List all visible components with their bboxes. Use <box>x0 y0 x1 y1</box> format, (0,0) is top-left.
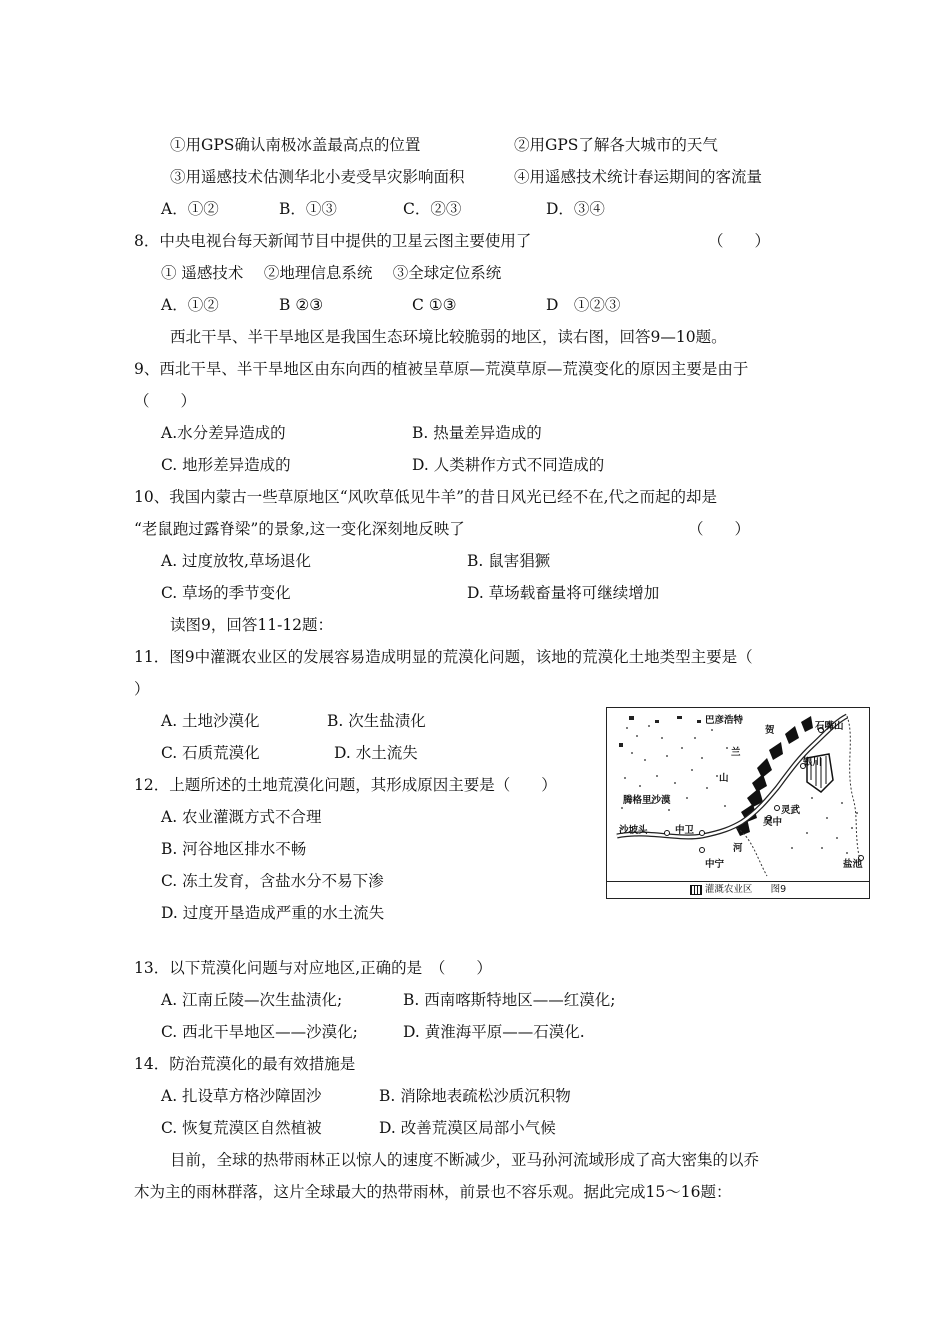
intro-9-10: 西北干旱、半干旱地区是我国生态环境比较脆弱的地区，读右图，回答9—10题。 <box>170 328 727 346</box>
label-bayan-haote: 巴彦浩特 <box>705 715 744 726</box>
intro-15-16-line2: 木为主的雨林群落，这片全球最大的热带雨林，前景也不容乐观。据此完成15～16题： <box>134 1183 732 1201</box>
label-he-river: 河 <box>733 843 743 854</box>
q9-choice-a: A.水分差异造成的 <box>161 424 286 442</box>
q8-choice-d: D ①②③ <box>546 296 621 314</box>
q9-stem-line2: （ ） <box>134 392 197 410</box>
legend-label: 灌溉农业区 <box>704 884 753 895</box>
q12-choice-a: A. 农业灌溉方式不合理 <box>161 808 322 826</box>
intro-15-16-line1: 目前，全球的热带雨林正以惊人的速度不断减少，亚马孙河流域形成了高大密集的以乔 <box>170 1151 760 1169</box>
q10-answer-blank: （ ） <box>688 520 751 538</box>
label-yinchuan: 银川 <box>803 757 823 768</box>
q13-choice-b: B. 西南喀斯特地区——红漠化; <box>403 991 616 1009</box>
figure-number: 图9 <box>770 884 787 895</box>
q12-stem: 12．上题所述的土地荒漠化问题，其形成原因主要是（ ） <box>134 776 557 794</box>
q9-choice-c: C. 地形差异造成的 <box>161 456 291 474</box>
q10-choice-b: B. 鼠害猖獗 <box>467 552 551 570</box>
label-shapotou: 沙坡头 <box>619 825 648 836</box>
q8-choice-a: A．①② <box>161 296 219 314</box>
q13-stem: 13．以下荒漠化问题与对应地区,正确的是 （ ） <box>134 959 492 977</box>
q12-choice-d: D. 过度开垦造成严重的水土流失 <box>161 904 385 922</box>
q7-option-2: ②用GPS了解各大城市的天气 <box>514 136 718 154</box>
q8-answer-blank: （ ） <box>708 232 771 250</box>
q7-choice-c: C．②③ <box>403 200 462 218</box>
q10-choice-c: C. 草场的季节变化 <box>161 584 291 602</box>
q13-choice-c: C. 西北干旱地区——沙漠化; <box>161 1023 358 1041</box>
label-yanchi: 盐池 <box>843 859 863 870</box>
label-lingwu: 灵武 <box>781 805 801 816</box>
q11-choice-a: A. 土地沙漠化 <box>161 712 260 730</box>
irrigation-legend-icon <box>690 885 702 895</box>
q13-choice-d: D. 黄淮海平原——石漠化. <box>403 1023 585 1041</box>
label-shizuishan: 石嘴山 <box>815 721 844 732</box>
q10-stem-line2: “老鼠跑过露脊梁”的景象,这一变化深刻地反映了 <box>134 520 465 538</box>
figure-caption <box>607 881 869 898</box>
q7-choice-b: B．①③ <box>279 200 337 218</box>
q14-choice-a: A. 扎设草方格沙障固沙 <box>161 1087 322 1105</box>
q8-stem: 8．中央电视台每天新闻节目中提供的卫星云图主要使用了 <box>134 232 532 250</box>
q7-option-1: ①用GPS确认南极冰盖最高点的位置 <box>170 136 421 154</box>
q10-choice-a: A. 过度放牧,草场退化 <box>161 552 311 570</box>
q12-choice-c: C. 冻土发育，含盐水分不易下渗 <box>161 872 384 890</box>
q9-choice-b: B. 热量差异造成的 <box>412 424 542 442</box>
q14-choice-b: B. 消除地表疏松沙质沉积物 <box>379 1087 571 1105</box>
q14-choice-c: C. 恢复荒漠区自然植被 <box>161 1119 322 1137</box>
q9-stem-line1: 9、西北干旱、半干旱地区由东向西的植被呈草原—荒漠草原—荒漠变化的原因主要是由于 <box>134 360 749 378</box>
q11-stem-line2: ） <box>134 680 150 698</box>
q11-choice-b: B. 次生盐渍化 <box>327 712 426 730</box>
label-he: 贺 <box>765 725 775 736</box>
label-zhongwei: 中卫 <box>675 825 695 836</box>
q10-stem-line1: 10、我国内蒙古一些草原地区“风吹草低见牛羊”的昔日风光已经不在,代之而起的却是 <box>134 488 718 506</box>
q7-choice-d: D．③④ <box>546 200 605 218</box>
q11-stem-line1: 11．图9中灌溉农业区的发展容易造成明显的荒漠化问题，该地的荒漠化土地类型主要是（ <box>134 648 753 666</box>
label-wuzhong: 吴中 <box>763 817 783 828</box>
q9-choice-d: D. 人类耕作方式不同造成的 <box>412 456 605 474</box>
q10-choice-d: D. 草场载畜量将可继续增加 <box>467 584 660 602</box>
q11-choice-c: C. 石质荒漠化 <box>161 744 260 762</box>
q7-choice-a: A．①② <box>161 200 219 218</box>
label-lan: 兰 <box>731 747 741 758</box>
q7-option-4: ④用遥感技术统计春运期间的客流量 <box>514 168 763 186</box>
q7-option-3: ③用遥感技术估测华北小麦受旱灾影响面积 <box>170 168 465 186</box>
q14-choice-d: D. 改善荒漠区局部小气候 <box>379 1119 556 1137</box>
q11-choice-d: D. 水土流失 <box>334 744 418 762</box>
q14-stem: 14．防治荒漠化的最有效措施是 <box>134 1055 356 1073</box>
q8-choice-b: B ②③ <box>279 296 324 314</box>
label-shan: 山 <box>719 773 729 784</box>
intro-11-12: 读图9，回答11-12题： <box>170 616 334 634</box>
q12-choice-b: B. 河谷地区排水不畅 <box>161 840 307 858</box>
q8-choice-c: C ①③ <box>412 296 457 314</box>
q8-items: ① 遥感技术 ②地理信息系统 ③全球定位系统 <box>161 264 502 282</box>
figure-9-map <box>606 707 870 899</box>
label-zhongning: 中宁 <box>705 859 725 870</box>
label-tengger-desert: 腾格里沙漠 <box>623 795 671 806</box>
q13-choice-a: A. 江南丘陵—次生盐渍化; <box>161 991 343 1009</box>
